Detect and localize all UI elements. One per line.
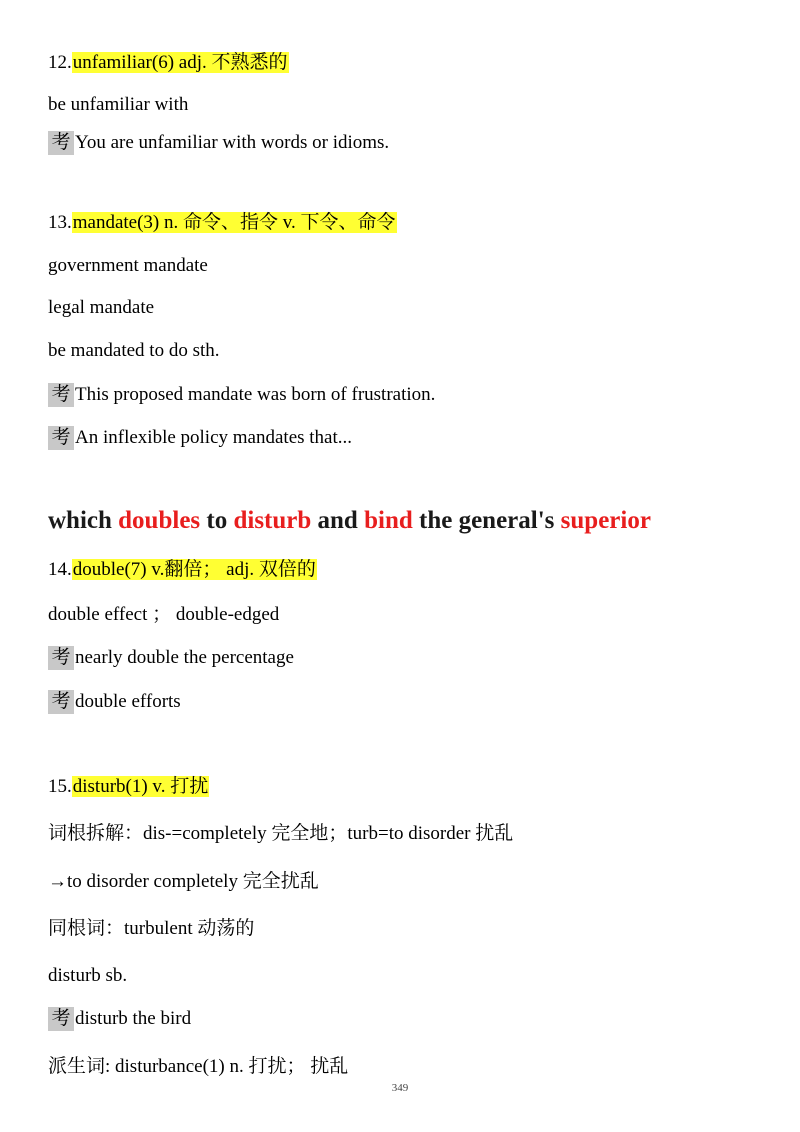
exam-mark: 考: [48, 426, 74, 450]
phrase-line: legal mandate: [48, 297, 155, 318]
exam-example: [48, 690, 181, 714]
phrase-line: disturb sb.: [48, 965, 128, 986]
exam-example: [48, 1007, 191, 1031]
entry-12-title: [48, 51, 289, 75]
exam-text: This proposed mandate was born of frustration.: [75, 384, 436, 405]
exam-mark: 考: [48, 690, 74, 714]
phrase-line: government mandate: [48, 255, 208, 276]
cognate-line: 同根词：turbulent 动荡的: [48, 918, 255, 939]
entry-headword: unfamiliar(6) adj. 不熟悉的: [72, 52, 288, 73]
entry-number: 14.: [48, 559, 72, 580]
phrase-line: be mandated to do sth.: [48, 340, 220, 361]
exam-example: [48, 383, 435, 407]
entry-14-title: [48, 558, 317, 582]
heading-text: the general's: [412, 507, 561, 534]
exam-text: An inflexible policy mandates that...: [75, 427, 353, 448]
exam-mark: 考: [48, 1007, 74, 1031]
entry-headword: double(7) v.翻倍； adj. 双倍的: [72, 559, 316, 580]
entry-13-title: [48, 211, 397, 235]
etymology-line: 词根拆解：dis-=completely 完全地；turb=to disorder 扰乱: [48, 823, 514, 844]
exam-mark: 考: [48, 646, 74, 670]
entry-headword: mandate(3) n. 命令、指令 v. 下令、命令: [72, 212, 396, 233]
derived-word-line: 派生词: disturbance(1) n. 打扰； 扰乱: [48, 1056, 349, 1077]
entry-headword: disturb(1) v. 打扰: [72, 776, 209, 797]
phrase-line: be unfamiliar with: [48, 94, 189, 115]
heading-text: which: [48, 507, 119, 534]
exam-text: nearly double the percentage: [75, 647, 294, 668]
exam-text: You are unfamiliar with words or idioms.: [75, 132, 390, 153]
heading-text: and: [311, 507, 365, 534]
heading-keyword: bind: [364, 507, 413, 534]
heading-keyword: superior: [560, 507, 651, 534]
etymology-line: →to disorder completely 完全扰乱: [48, 871, 319, 892]
exam-example: [48, 646, 294, 670]
exam-mark: 考: [48, 131, 74, 155]
exam-example: [48, 131, 389, 155]
entry-number: 15.: [48, 776, 72, 797]
entry-number: 12.: [48, 52, 72, 73]
entry-number: 13.: [48, 212, 72, 233]
exam-text: disturb the bird: [75, 1008, 192, 1029]
page-number: 349: [391, 1082, 409, 1094]
phrase-line: double effect ； double-edged: [48, 604, 280, 625]
entry-15-title: [48, 775, 209, 799]
heading-text: to: [200, 507, 234, 534]
heading-keyword: disturb: [233, 507, 312, 534]
heading-keyword: doubles: [118, 507, 201, 534]
exam-text: double efforts: [75, 691, 181, 712]
section-heading: [48, 507, 651, 535]
exam-mark: 考: [48, 383, 74, 407]
exam-example: [48, 426, 352, 450]
